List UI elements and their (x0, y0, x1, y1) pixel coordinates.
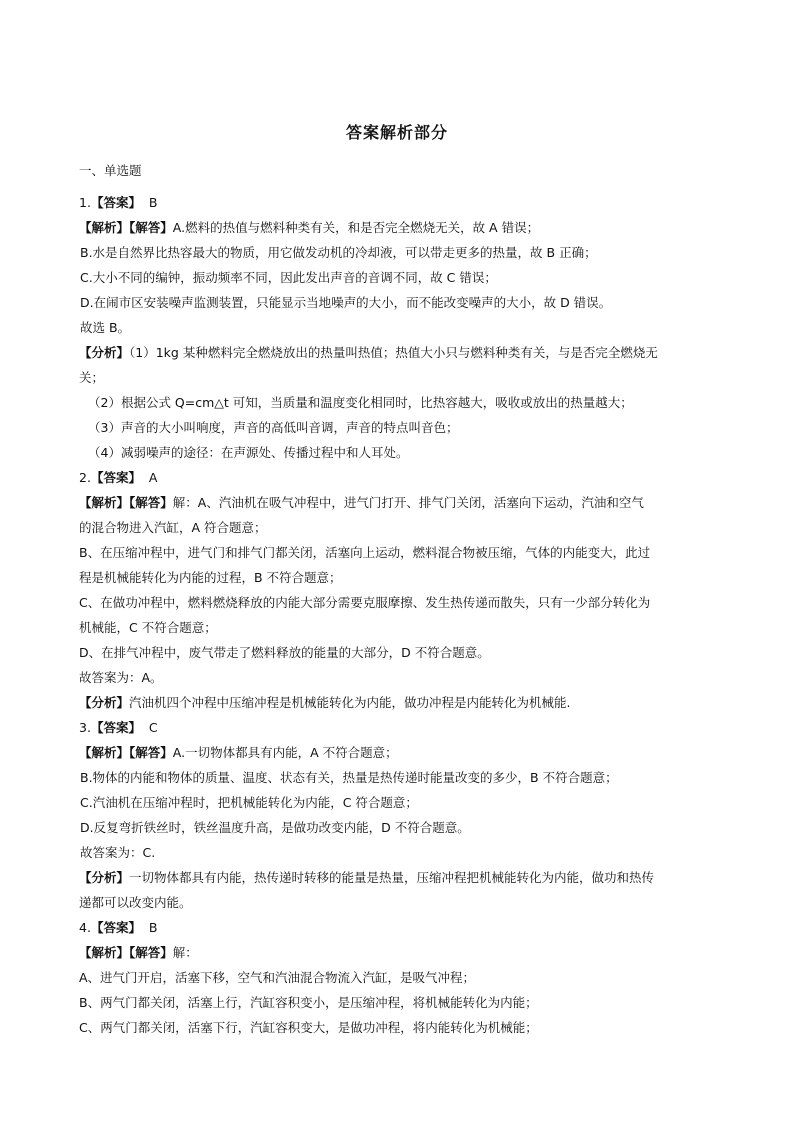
q2-jieda-tag: 【解答】 (129, 495, 173, 510)
q4-solution-a: A、进气门开启，活塞下移，空气和汽油混合物流入汽缸，是吸气冲程； (79, 970, 476, 985)
q2-answer-value: A (148, 470, 158, 485)
q2-solution-c: C、在做功冲程中，燃料燃烧释放的内能大部分需要克服摩擦、发生热传递而散失，只有一少部分转化为 (79, 595, 651, 610)
q3-analysis-line (79, 744, 719, 762)
q1-fenxi-1: （1）1kg 某种燃料完全燃烧放出的热量叫热值；热值大小只与燃料种类有关，与是否完全燃烧无 (129, 345, 658, 360)
q1-solution-d: D.在闹市区安装噪声监测装置，只能显示当地噪声的大小，而不能改变噪声的大小，故 D 错误。 (80, 295, 612, 310)
q4-number: 4. (79, 920, 91, 935)
q3-answer-line (79, 719, 719, 737)
q2-fenxi-1: 汽油机四个冲程中压缩冲程是机械能转化为内能，做功冲程是内能转化为机械能. (129, 695, 571, 710)
q4-jiexi-tag: 【解析】 (79, 945, 130, 960)
q1-solution-a: A.燃料的热值与燃料种类有关，和是否完全燃烧无关，故 A 错误； (172, 220, 540, 235)
q4-solution-b: B、两气门都关闭，活塞上行，汽缸容积变小，是压缩冲程，将机械能转化为内能； (79, 995, 538, 1010)
q2-answer-line (79, 469, 719, 487)
q1-fenxi-line (79, 344, 719, 362)
q2-jiexi-tag: 【解析】 (79, 495, 130, 510)
q2-solution-c-cont: 机械能，C 不符合题意； (79, 620, 217, 635)
q4-solution-c: C、两气门都关闭，活塞下行，汽缸容积变大，是做功冲程，将内能转化为机械能； (79, 1020, 538, 1035)
q2-fenxi-line (79, 694, 719, 712)
q1-answer-tag: 【答案】 (90, 195, 141, 210)
q1-conclusion: 故选 B。 (80, 320, 131, 335)
q2-solution-b: B、在压缩冲程中，进气门和排气门都关闭，活塞向上运动，燃料混合物被压缩，气体的内能变大，此过 (79, 545, 651, 560)
q2-fenxi-tag: 【分析】 (79, 695, 130, 710)
q1-answer-value: B (148, 195, 158, 210)
q1-solution-c: C.大小不同的编钟，振动频率不同，因此发出声音的音调不同，故 C 错误； (80, 270, 497, 285)
q1-fenxi-tag: 【分析】 (79, 345, 130, 360)
q3-fenxi-tag: 【分析】 (79, 870, 130, 885)
q4-answer-line (79, 919, 719, 937)
q2-number: 2. (79, 470, 91, 485)
q1-fenxi-1-cont: 关； (79, 370, 105, 385)
q1-jiexi-tag: 【解析】 (79, 220, 130, 235)
q1-number: 1. (79, 195, 91, 210)
q2-answer-tag: 【答案】 (90, 470, 141, 485)
q1-jieda-tag: 【解答】 (129, 220, 173, 235)
q3-solution-c: C.汽油机在压缩冲程时，把机械能转化为内能，C 符合题意； (80, 795, 418, 810)
q1-analysis-line (79, 219, 719, 237)
q2-solution-d: D、在排气冲程中，废气带走了燃料释放的能量的大部分，D 不符合题意。 (79, 645, 490, 660)
q3-solution-a: A.一切物体都具有内能，A 不符合题意； (172, 745, 398, 760)
q4-answer-tag: 【答案】 (90, 920, 141, 935)
q1-answer-line (79, 194, 719, 212)
q3-conclusion: 故答案为：C. (80, 845, 156, 860)
q2-solution-a-cont: 的混合物进入汽缸，A 符合题意； (79, 520, 267, 535)
q3-solution-b: B.物体的内能和物体的质量、温度、状态有关，热量是热传递时能量改变的多少，B 不符合题意； (80, 770, 618, 785)
q3-jieda-tag: 【解答】 (129, 745, 173, 760)
q4-jieda-tag: 【解答】 (129, 945, 173, 960)
q3-fenxi-1: 一切物体都具有内能，热传递时转移的能量是热量，压缩冲程把机械能转化为内能，做功和热传 (129, 870, 655, 885)
q1-fenxi-2: （2）根据公式 Q=cm△t 可知，当质量和温度变化相同时，比热容越大，吸收或放出的热量越大； (88, 395, 633, 410)
q3-jiexi-tag: 【解析】 (79, 745, 130, 760)
q2-solution-b-cont: 程是机械能转化为内能的过程，B 不符合题意； (79, 570, 342, 585)
q3-number: 3. (79, 720, 91, 735)
page-title: 答案解析部分 (345, 123, 448, 142)
q2-conclusion: 故答案为：A。 (79, 670, 163, 685)
q3-solution-d: D.反复弯折铁丝时，铁丝温度升高，是做功改变内能，D 不符合题意。 (80, 820, 470, 835)
q2-solution-a: 解：A、汽油机在吸气冲程中，进气门打开、排气门关闭，活塞向下运动，汽油和空气 (172, 495, 644, 510)
q1-fenxi-3: （3）声音的大小叫响度，声音的高低叫音调，声音的特点叫音色； (88, 420, 459, 435)
q3-answer-value: C (148, 720, 158, 735)
q2-analysis-line (79, 494, 719, 512)
q1-fenxi-4: （4）减弱噪声的途径：在声源处、传播过程中和人耳处。 (88, 445, 409, 460)
q3-fenxi-1-cont: 递都可以改变内能。 (79, 895, 192, 910)
q4-analysis-line (79, 944, 719, 962)
q3-fenxi-line (79, 869, 719, 887)
section-heading: 一、单选题 (79, 163, 142, 178)
q4-solution-intro: 解： (172, 945, 198, 960)
q3-answer-tag: 【答案】 (90, 720, 141, 735)
q4-answer-value: B (148, 920, 158, 935)
q1-solution-b: B.水是自然界比热容最大的物质，用它做发动机的冷却液，可以带走更多的热量，故 B 正确； (80, 245, 597, 260)
